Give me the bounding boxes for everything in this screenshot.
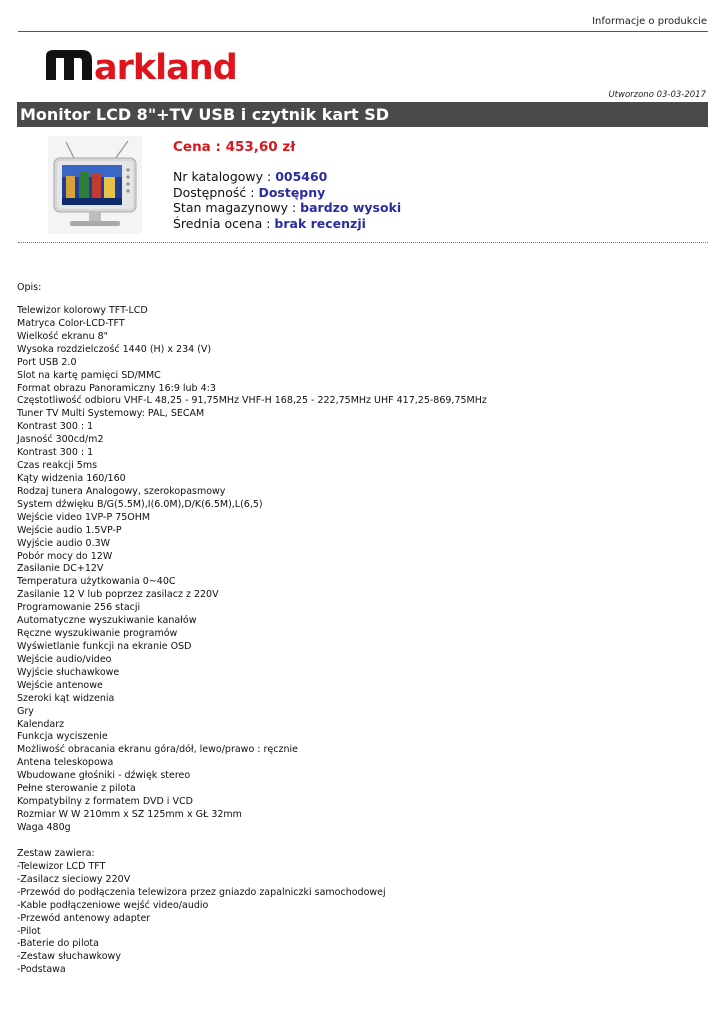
catalog-label: Nr katalogowy :	[173, 169, 276, 184]
spec-line: Jasność 300cd/m2	[17, 434, 104, 446]
spec-line: Częstotliwość odbioru VHF-L 48,25 - 91,75MHz VHF-H 168,25 - 222,75MHz UHF 417,25-869,75MHz	[17, 395, 487, 407]
spec-line: Zasilanie 12 V lub poprzez zasilacz z 220V	[17, 589, 219, 601]
spec-line: Temperatura użytkowania 0~40C	[17, 576, 176, 588]
spec-line: Wejście video 1VP-P 75OHM	[17, 511, 151, 523]
spec-line: Wejście antenowe	[17, 679, 103, 691]
spec-line: Możliwość obracania ekranu góra/dół, lewo/prawo : ręcznie	[17, 744, 298, 756]
price: Cena : 453,60 zł	[173, 139, 296, 155]
kit-line: -Podstawa	[17, 964, 66, 976]
spec-line: Antena teleskopowa	[17, 757, 114, 769]
product-title-bar	[17, 102, 708, 127]
spec-line: Kąty widzenia 160/160	[17, 472, 126, 484]
spec-line: Kontrast 300 : 1	[17, 421, 94, 433]
description-label: Opis:	[17, 282, 42, 293]
stock-row	[173, 200, 401, 216]
spec-line: Rozmiar W W 210mm x SZ 125mm x GŁ 32mm	[17, 808, 242, 820]
kit-line: -Przewód antenowy adapter	[17, 912, 151, 924]
kit-line: Zestaw zawiera:	[17, 848, 95, 859]
stock-label: Stan magazynowy :	[173, 200, 301, 216]
spec-line: Pobór mocy do 12W	[17, 550, 113, 562]
spec-line: Szeroki kąt widzenia	[17, 692, 115, 704]
spec-line: Format obrazu Panoramiczny 16:9 lub 4:3	[17, 382, 216, 394]
kit-line: -Baterie do pilota	[17, 938, 99, 950]
spec-line: Tuner TV Multi Systemowy: PAL, SECAM	[17, 408, 205, 420]
product-info	[173, 138, 401, 231]
rating-row	[173, 216, 401, 232]
spec-line: Wyświetlanie funkcji na ekranie OSD	[17, 640, 192, 652]
spec-line: Czas reakcji 5ms	[17, 460, 98, 472]
spec-line: Waga 480g	[17, 821, 71, 833]
kit-line: -Kable podłączeniowe wejść video/audio	[17, 899, 209, 911]
catalog-value: 005460	[275, 169, 328, 184]
catalog-row	[173, 169, 401, 185]
spec-line: Wyjście audio 0.3W	[17, 537, 111, 549]
spec-line: Wyjście słuchawkowe	[17, 666, 120, 678]
top-header	[18, 16, 708, 32]
created-date: Utworzono 03-03-2017	[608, 90, 706, 100]
spec-line: Zasilanie DC+12V	[17, 563, 104, 575]
spec-line: Kompatybilny z formatem DVD i VCD	[17, 796, 193, 808]
svg-text:arkland: arkland	[94, 48, 237, 86]
spec-line: Gry	[17, 705, 34, 717]
kit-line: -Pilot	[17, 925, 41, 937]
kit-line: -Zestaw słuchawkowy	[17, 951, 121, 963]
rating-label: Średnia ocena :	[173, 215, 275, 231]
spec-line: Port USB 2.0	[17, 356, 77, 368]
kit-line: -Telewizor LCD TFT	[17, 860, 106, 872]
availability-value: Dostępny	[258, 184, 326, 200]
kit-line: -Zasilacz sieciowy 220V	[17, 873, 131, 885]
spec-line: Wejście audio 1.5VP-P	[17, 524, 122, 536]
availability-row	[173, 185, 401, 201]
stock-value: bardzo wysoki	[300, 200, 402, 216]
product-title: Monitor LCD 8"+TV USB i czytnik kart SD	[20, 105, 390, 124]
spec-line: System dźwięku B/G(5.5M),I(6.0M),D/K(6.5M),L(6,5)	[17, 498, 263, 510]
spec-line: Automatyczne wyszukiwanie kanałów	[17, 615, 197, 627]
kit-line: -Przewód do podłączenia telewizora przez gniazdo zapalniczki samochodowej	[17, 886, 386, 898]
kit-list	[17, 848, 707, 977]
spec-line: Wielkość ekranu 8"	[17, 330, 109, 342]
spec-line: Wbudowane głośniki - dźwięk stereo	[17, 770, 191, 782]
spec-line: Wysoka rozdzielczość 1440 (H) x 234 (V)	[17, 343, 212, 355]
spec-line: Wejście audio/video	[17, 653, 112, 665]
spec-line: Funkcja wyciszenie	[17, 731, 108, 743]
rating-value[interactable]: brak recenzji	[274, 215, 366, 231]
spec-line: Rodzaj tunera Analogowy, szerokopasmowy	[17, 485, 226, 497]
spec-line: Kontrast 300 : 1	[17, 447, 94, 459]
spec-line: Telewizor kolorowy TFT-LCD	[17, 305, 148, 316]
section-title: Informacje o produkcie	[592, 16, 707, 27]
markland-logo	[44, 42, 244, 86]
spec-line: Matryca Color-LCD-TFT	[17, 317, 125, 329]
spec-list	[17, 305, 707, 835]
availability-label: Dostępność :	[173, 184, 259, 200]
spec-line: Programowanie 256 stacji	[17, 602, 141, 614]
product-image[interactable]	[48, 136, 142, 234]
spec-line: Ręczne wyszukiwanie programów	[17, 628, 178, 640]
spec-line: Kalendarz	[17, 718, 65, 730]
spec-line: Slot na kartę pamięci SD/MMC	[17, 369, 161, 381]
section-divider	[18, 242, 708, 243]
spec-line: Pełne sterowanie z pilota	[17, 783, 136, 795]
